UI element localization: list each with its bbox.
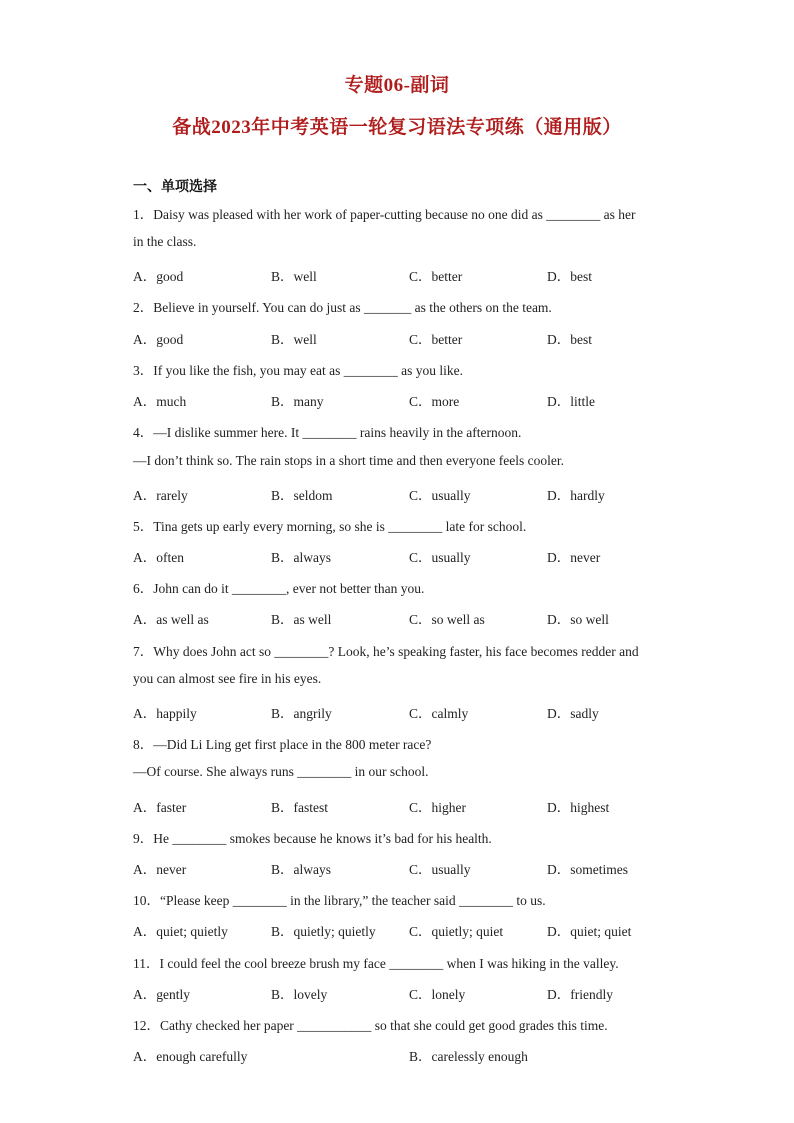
q2-option-c: C．better (409, 332, 463, 347)
q9-option-a: A．never (133, 862, 187, 877)
question-1-line-1: 1．Daisy was pleased with her work of paper-cutting because no one did as ________ as her (133, 207, 636, 222)
q11-option-a: A．gently (133, 987, 190, 1002)
question-5-line-1: 5．Tina gets up early every morning, so she is ________ late for school. (133, 519, 527, 534)
q9-option-b: B．always (271, 862, 331, 877)
q5-option-a: A．often (133, 550, 184, 565)
q3-option-b: B．many (271, 394, 324, 409)
q6-option-b: B．as well (271, 612, 332, 627)
q7-option-c: C．calmly (409, 706, 469, 721)
q2-option-a: A．good (133, 332, 184, 347)
q1-option-c: C．better (409, 269, 463, 284)
q12-option-a: A．enough carefully (133, 1049, 248, 1064)
q10-option-b: B．quietly; quietly (271, 924, 376, 939)
q9-option-c: C．usually (409, 862, 471, 877)
question-7-line-2: you can almost see fire in his eyes. (133, 671, 322, 686)
q9-option-d: D．sometimes (547, 862, 628, 877)
q11-option-d: D．friendly (547, 987, 613, 1002)
q5-option-d: D．never (547, 550, 601, 565)
q11-option-c: C．lonely (409, 987, 466, 1002)
question-1-line-2: in the class. (133, 234, 197, 249)
document-title: 专题06-副词 (344, 75, 450, 96)
question-7-line-1: 7．Why does John act so ________? Look, he’s speaking faster, his face becomes redder and (133, 644, 639, 659)
question-9-line-1: 9．He ________ smokes because he knows it’s bad for his health. (133, 831, 492, 846)
q7-option-a: A．happily (133, 706, 197, 721)
q6-option-d: D．so well (547, 612, 609, 627)
q4-option-c: C．usually (409, 488, 471, 503)
q7-option-d: D．sadly (547, 706, 599, 721)
q8-option-c: C．higher (409, 800, 466, 815)
q1-option-d: D．best (547, 269, 592, 284)
q4-option-b: B．seldom (271, 488, 333, 503)
question-2-line-1: 2．Believe in yourself. You can do just as _______ as the others on the team. (133, 300, 552, 315)
q8-option-a: A．faster (133, 800, 187, 815)
question-3-line-1: 3．If you like the fish, you may eat as ________ as you like. (133, 363, 463, 378)
q8-option-d: D．highest (547, 800, 610, 815)
q6-option-a: A．as well as (133, 612, 209, 627)
q2-option-d: D．best (547, 332, 592, 347)
question-12-line-1: 12．Cathy checked her paper ___________ so that she could get good grades this time. (133, 1018, 608, 1033)
q4-option-a: A．rarely (133, 488, 188, 503)
q5-option-b: B．always (271, 550, 331, 565)
q3-option-a: A．much (133, 394, 187, 409)
question-4-line-1: 4．—I dislike summer here. It ________ rains heavily in the afternoon. (133, 425, 522, 440)
question-8-line-1: 8．—Did Li Ling get first place in the 800 meter race? (133, 737, 432, 752)
q10-option-a: A．quiet; quietly (133, 924, 228, 939)
question-8-line-2: —Of course. She always runs ________ in our school. (133, 764, 429, 779)
q8-option-b: B．fastest (271, 800, 328, 815)
document-subtitle: 备战2023年中考英语一轮复习语法专项练（通用版） (172, 117, 622, 138)
q4-option-d: D．hardly (547, 488, 605, 503)
question-6-line-1: 6．John can do it ________, ever not better than you. (133, 581, 425, 596)
q6-option-c: C．so well as (409, 612, 485, 627)
question-11-line-1: 11．I could feel the cool breeze brush my face ________ when I was hiking in the valley. (133, 956, 619, 971)
q7-option-b: B．angrily (271, 706, 332, 721)
q12-option-b: B．carelessly enough (409, 1049, 528, 1064)
q1-option-b: B．well (271, 269, 317, 284)
q5-option-c: C．usually (409, 550, 471, 565)
q11-option-b: B．lovely (271, 987, 328, 1002)
q3-option-d: D．little (547, 394, 595, 409)
q10-option-d: D．quiet; quiet (547, 924, 632, 939)
q3-option-c: C．more (409, 394, 460, 409)
q10-option-c: C．quietly; quiet (409, 924, 504, 939)
section-heading: 一、单项选择 (133, 179, 217, 195)
question-10-line-1: 10．“Please keep ________ in the library,” the teacher said ________ to us. (133, 893, 546, 908)
q1-option-a: A．good (133, 269, 184, 284)
question-4-line-2: —I don’t think so. The rain stops in a short time and then everyone feels cooler. (133, 453, 565, 468)
q2-option-b: B．well (271, 332, 317, 347)
